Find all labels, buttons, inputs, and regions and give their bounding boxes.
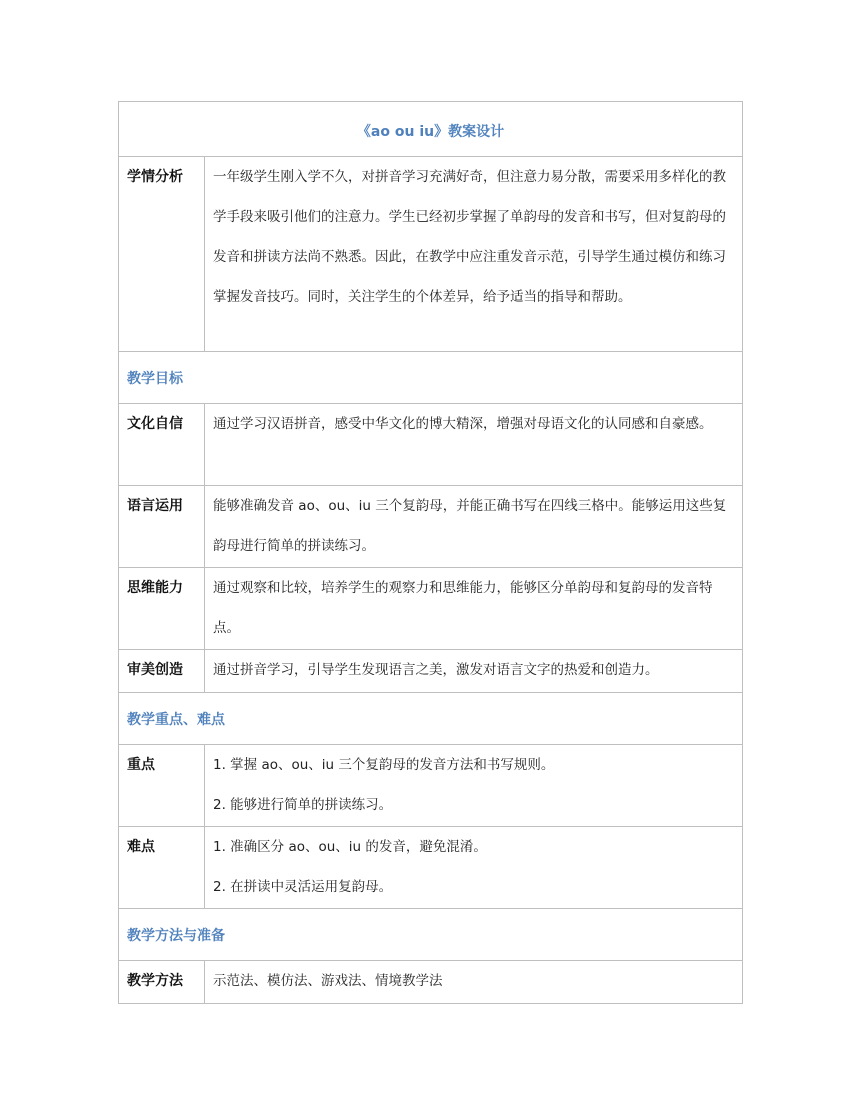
method-row xyxy=(119,961,743,1004)
student-analysis-text: 一年级学生刚入学不久，对拼音学习充满好奇，但注意力易分散，需要采用多样化的教学手段来吸引他们的注意力。学生已经初步掌握了单韵母的发音和书写，但对复韵母的发音和拼读方法尚不熟悉。因此，在教学中应注重发音示范，引导学生通过模仿和练习掌握发音技巧。同时，关注学生的个体差异，给予适当的指导和帮助。 xyxy=(213,169,726,305)
section-row-methods xyxy=(119,909,743,961)
objective-text: 通过拼音学习，引导学生发现语言之美，激发对语言文字的热爱和创造力。 xyxy=(213,662,659,678)
row-text xyxy=(205,650,743,693)
focus-row xyxy=(119,745,743,827)
student-analysis-row xyxy=(119,157,743,352)
objective-row xyxy=(119,404,743,486)
row-label: 重点 xyxy=(119,745,205,827)
method-text: 示范法、模仿法、游戏法、情境教学法 xyxy=(213,973,443,989)
section-cell xyxy=(119,909,743,961)
row-text xyxy=(205,568,743,650)
document-title: 《ao ou iu》教案设计 xyxy=(356,124,505,140)
row-label: 难点 xyxy=(119,827,205,909)
section-row-key-points xyxy=(119,693,743,745)
section-cell xyxy=(119,352,743,404)
list-item: 1. 掌握 ao、ou、iu 三个复韵母的发音方法和书写规则。 xyxy=(213,757,555,773)
row-label: 语言运用 xyxy=(119,486,205,568)
objective-text: 通过观察和比较，培养学生的观察力和思维能力，能够区分单韵母和复韵母的发音特点。 xyxy=(213,580,713,636)
objective-row xyxy=(119,486,743,568)
objective-text: 能够准确发音 ao、ou、iu 三个复韵母，并能正确书写在四线三格中。能够运用这些复韵母进行简单的拼读练习。 xyxy=(213,498,727,554)
row-text xyxy=(205,961,743,1004)
section-cell xyxy=(119,693,743,745)
objective-row xyxy=(119,568,743,650)
row-text xyxy=(205,404,743,486)
row-text xyxy=(205,157,743,352)
lesson-plan-table xyxy=(118,101,743,1004)
row-label: 教学方法 xyxy=(119,961,205,1004)
section-row-objectives xyxy=(119,352,743,404)
objective-text: 通过学习汉语拼音，感受中华文化的博大精深，增强对母语文化的认同感和自豪感。 xyxy=(213,416,713,432)
row-text xyxy=(205,486,743,568)
title-row xyxy=(119,102,743,157)
list-item: 1. 准确区分 ao、ou、iu 的发音，避免混淆。 xyxy=(213,839,487,855)
section-heading: 教学方法与准备 xyxy=(127,927,225,944)
objective-row xyxy=(119,650,743,693)
section-heading: 教学重点、难点 xyxy=(127,711,225,728)
section-heading: 教学目标 xyxy=(127,370,183,387)
difficulty-row xyxy=(119,827,743,909)
row-label: 思维能力 xyxy=(119,568,205,650)
list-item: 2. 能够进行简单的拼读练习。 xyxy=(213,797,393,813)
row-label: 学情分析 xyxy=(119,157,205,352)
row-text xyxy=(205,827,743,909)
list-item: 2. 在拼读中灵活运用复韵母。 xyxy=(213,879,393,895)
row-label: 文化自信 xyxy=(119,404,205,486)
row-text xyxy=(205,745,743,827)
title-cell xyxy=(119,102,743,157)
row-label: 审美创造 xyxy=(119,650,205,693)
